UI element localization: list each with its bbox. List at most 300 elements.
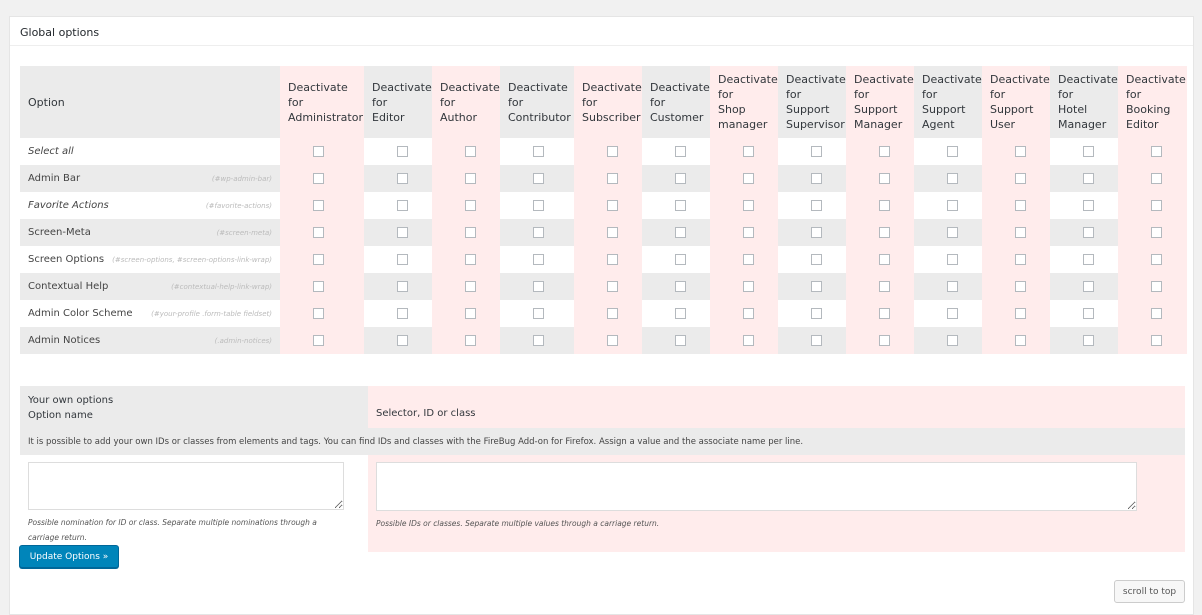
role-cell (778, 300, 846, 327)
role-column-header (846, 66, 914, 138)
select-all-cell (280, 138, 364, 165)
option-name-cell (20, 165, 280, 192)
role-cell (574, 165, 642, 192)
role-checkbox[interactable] (811, 335, 822, 346)
option-label: Admin Color Scheme (28, 308, 133, 319)
role-cell (710, 300, 778, 327)
role-checkbox[interactable] (313, 335, 324, 346)
role-checkbox[interactable] (947, 146, 958, 157)
role-checkbox[interactable] (1151, 200, 1162, 211)
role-cell (1118, 300, 1187, 327)
role-header-line: for (1126, 88, 1142, 101)
role-checkbox[interactable] (533, 254, 544, 265)
role-header-line: for (582, 95, 598, 109)
selector-label: Selector, ID or class (368, 386, 1185, 428)
option-label: Screen Options (28, 254, 105, 265)
role-cell (778, 273, 846, 300)
role-header-line: for (922, 88, 938, 101)
role-checkbox[interactable] (533, 281, 544, 292)
role-checkbox[interactable] (313, 254, 324, 265)
role-checkbox[interactable] (397, 146, 408, 157)
role-cell (642, 327, 710, 354)
role-header-line: Deactivate (1058, 73, 1118, 86)
role-cell (846, 327, 914, 354)
role-checkbox[interactable] (743, 254, 754, 265)
role-cell (1118, 273, 1187, 300)
role-cell (710, 327, 778, 354)
role-column-header (1118, 66, 1187, 138)
select-all-cell (846, 138, 914, 165)
role-header-line: Support (990, 103, 1034, 116)
role-cell (778, 192, 846, 219)
role-cell (574, 192, 642, 219)
role-cell (778, 165, 846, 192)
role-checkbox[interactable] (947, 227, 958, 238)
role-checkbox[interactable] (1083, 146, 1094, 157)
role-checkbox[interactable] (1015, 335, 1026, 346)
role-checkbox[interactable] (533, 335, 544, 346)
role-cell (364, 246, 432, 273)
role-checkbox[interactable] (397, 308, 408, 319)
role-cell (280, 246, 364, 273)
role-cell (364, 165, 432, 192)
table-row (20, 219, 1187, 246)
role-cell (500, 300, 574, 327)
role-checkbox[interactable] (607, 281, 618, 292)
role-header-line: Deactivate (582, 80, 642, 94)
role-cell (982, 219, 1050, 246)
role-checkbox[interactable] (1151, 254, 1162, 265)
role-header-line: for (440, 95, 456, 109)
role-checkbox[interactable] (397, 200, 408, 211)
role-cell (432, 246, 500, 273)
option-selector-hint: (#your-profile .form-table fieldset) (151, 309, 272, 318)
role-cell (1050, 192, 1118, 219)
role-cell (1050, 327, 1118, 354)
role-checkbox[interactable] (465, 281, 476, 292)
role-header-line: Author (440, 110, 478, 124)
select-all-row (20, 138, 1187, 165)
role-checkbox[interactable] (313, 308, 324, 319)
role-column-header (432, 66, 500, 138)
role-cell (778, 246, 846, 273)
role-checkbox[interactable] (947, 281, 958, 292)
role-checkbox[interactable] (1015, 254, 1026, 265)
role-column-header (982, 66, 1050, 138)
role-checkbox[interactable] (1083, 281, 1094, 292)
role-checkbox[interactable] (1151, 308, 1162, 319)
select-all-cell (574, 138, 642, 165)
option-selector-hint: (#favorite-actions) (205, 201, 272, 210)
role-checkbox[interactable] (1015, 281, 1026, 292)
role-cell (914, 165, 982, 192)
table-row (20, 246, 1187, 273)
role-checkbox[interactable] (743, 173, 754, 184)
role-checkbox[interactable] (313, 281, 324, 292)
role-column-header (574, 66, 642, 138)
role-column-header (642, 66, 710, 138)
role-header-line: Editor (372, 110, 405, 124)
role-header-line: Manager (854, 118, 903, 131)
role-header-line: Support (922, 103, 966, 116)
role-header-line: Deactivate (288, 80, 348, 94)
role-cell (500, 165, 574, 192)
global-options-table (20, 66, 1187, 354)
role-cell (280, 327, 364, 354)
section-title: Global options (10, 17, 1193, 46)
role-checkbox[interactable] (675, 308, 686, 319)
table-row (20, 300, 1187, 327)
role-cell (982, 327, 1050, 354)
role-header-line: Deactivate (650, 80, 710, 94)
role-cell (500, 273, 574, 300)
option-selector-hint: (#contextual-help-link-wrap) (171, 282, 272, 291)
select-all-cell (364, 138, 432, 165)
option-name-textarea[interactable] (28, 462, 344, 510)
role-checkbox[interactable] (1015, 173, 1026, 184)
role-checkbox[interactable] (607, 335, 618, 346)
option-name-cell (20, 192, 280, 219)
option-name-cell (20, 219, 280, 246)
role-cell (1050, 300, 1118, 327)
role-cell (364, 219, 432, 246)
option-column-header: Option (20, 66, 280, 138)
role-checkbox[interactable] (607, 173, 618, 184)
role-header-line: Deactivate (718, 73, 778, 86)
option-label: Favorite Actions (28, 200, 109, 211)
global-options-box (9, 16, 1194, 615)
role-cell (1118, 219, 1187, 246)
role-checkbox[interactable] (811, 227, 822, 238)
role-cell (574, 246, 642, 273)
select-all-cell (982, 138, 1050, 165)
role-cell (364, 192, 432, 219)
update-options-button[interactable]: Update Options » (19, 545, 119, 568)
role-cell (574, 219, 642, 246)
role-header-line: for (786, 88, 802, 101)
role-header-line: for (990, 88, 1006, 101)
select-all-cell (500, 138, 574, 165)
role-cell (432, 192, 500, 219)
role-cell (982, 165, 1050, 192)
role-checkbox[interactable] (313, 146, 324, 157)
role-checkbox[interactable] (947, 335, 958, 346)
role-checkbox[interactable] (533, 146, 544, 157)
role-cell (846, 246, 914, 273)
role-cell (432, 273, 500, 300)
option-name-cell (20, 246, 280, 273)
role-checkbox[interactable] (1083, 308, 1094, 319)
role-checkbox[interactable] (811, 308, 822, 319)
role-header-line: for (718, 88, 734, 101)
role-cell (982, 246, 1050, 273)
role-checkbox[interactable] (947, 254, 958, 265)
role-checkbox[interactable] (675, 254, 686, 265)
select-all-cell (642, 138, 710, 165)
role-cell (1118, 165, 1187, 192)
role-checkbox[interactable] (465, 146, 476, 157)
role-header-line: Administrator (288, 110, 363, 124)
role-cell (432, 300, 500, 327)
role-checkbox[interactable] (607, 254, 618, 265)
select-all-cell (432, 138, 500, 165)
own-options-header (20, 386, 368, 428)
role-checkbox[interactable] (607, 146, 618, 157)
role-header-line: Customer (650, 110, 704, 124)
role-cell (1118, 246, 1187, 273)
role-checkbox[interactable] (397, 227, 408, 238)
role-cell (642, 273, 710, 300)
role-checkbox[interactable] (1151, 146, 1162, 157)
role-cell (500, 327, 574, 354)
role-cell (914, 300, 982, 327)
role-checkbox[interactable] (465, 335, 476, 346)
role-checkbox[interactable] (811, 146, 822, 157)
role-checkbox[interactable] (1083, 335, 1094, 346)
role-cell (846, 219, 914, 246)
table-row (20, 273, 1187, 300)
role-cell (432, 327, 500, 354)
role-cell (914, 246, 982, 273)
role-cell (642, 219, 710, 246)
role-checkbox[interactable] (397, 173, 408, 184)
select-all-cell (778, 138, 846, 165)
role-cell (280, 165, 364, 192)
role-checkbox[interactable] (533, 173, 544, 184)
role-checkbox[interactable] (743, 227, 754, 238)
table-row (20, 165, 1187, 192)
option-name-label: Option name (28, 410, 93, 421)
role-checkbox[interactable] (1083, 254, 1094, 265)
role-column-header (914, 66, 982, 138)
role-column-header (364, 66, 432, 138)
role-cell (642, 246, 710, 273)
role-checkbox[interactable] (533, 200, 544, 211)
table-row (20, 327, 1187, 354)
role-header-line: Hotel (1058, 103, 1088, 116)
own-options-info: It is possible to add your own IDs or classes from elements and tags. You can find IDs and classes with the FireBug Add-on for Firefox. Assign a value and the associate name per line. (20, 428, 1185, 455)
role-checkbox[interactable] (743, 200, 754, 211)
role-cell (846, 165, 914, 192)
role-checkbox[interactable] (947, 173, 958, 184)
role-checkbox[interactable] (811, 173, 822, 184)
role-checkbox[interactable] (397, 254, 408, 265)
role-header-line: Manager (1058, 118, 1107, 131)
role-header-line: for (1058, 88, 1074, 101)
role-checkbox[interactable] (879, 227, 890, 238)
role-cell (500, 219, 574, 246)
role-cell (642, 192, 710, 219)
role-header-line: Deactivate (508, 80, 568, 94)
role-checkbox[interactable] (879, 200, 890, 211)
option-name-cell (20, 455, 368, 552)
selector-description: Possible IDs or classes. Separate multiple values through a carriage return. (376, 519, 660, 528)
role-checkbox[interactable] (1083, 227, 1094, 238)
role-checkbox[interactable] (1151, 173, 1162, 184)
role-checkbox[interactable] (397, 281, 408, 292)
role-cell (280, 219, 364, 246)
role-cell (914, 219, 982, 246)
role-cell (364, 273, 432, 300)
role-cell (574, 273, 642, 300)
role-cell (778, 327, 846, 354)
role-checkbox[interactable] (1151, 227, 1162, 238)
role-checkbox[interactable] (533, 227, 544, 238)
role-header-line: for (650, 95, 666, 109)
role-checkbox[interactable] (879, 281, 890, 292)
table-row (20, 192, 1187, 219)
role-cell (574, 327, 642, 354)
role-checkbox[interactable] (675, 281, 686, 292)
role-cell (574, 300, 642, 327)
role-cell (982, 192, 1050, 219)
role-cell (846, 300, 914, 327)
role-checkbox[interactable] (607, 227, 618, 238)
option-selector-hint: (#screen-options, #screen-options-link-wrap) (112, 255, 272, 264)
role-cell (914, 327, 982, 354)
role-cell (1050, 246, 1118, 273)
option-label: Contextual Help (28, 281, 109, 292)
role-cell (778, 219, 846, 246)
role-checkbox[interactable] (465, 173, 476, 184)
role-header-line: Shop (718, 103, 746, 116)
role-checkbox[interactable] (313, 173, 324, 184)
role-checkbox[interactable] (879, 335, 890, 346)
role-checkbox[interactable] (465, 308, 476, 319)
selector-textarea[interactable] (376, 462, 1137, 511)
select-all-label: Select all (20, 138, 280, 165)
role-header-line: Contributor (508, 110, 571, 124)
role-checkbox[interactable] (1151, 335, 1162, 346)
role-checkbox[interactable] (1015, 146, 1026, 157)
role-checkbox[interactable] (1151, 281, 1162, 292)
role-header-line: Support (786, 103, 830, 116)
role-checkbox[interactable] (607, 200, 618, 211)
role-header-line: for (854, 88, 870, 101)
option-label: Admin Bar (28, 173, 81, 184)
role-header-line: User (990, 118, 1016, 131)
role-checkbox[interactable] (811, 200, 822, 211)
role-cell (1050, 219, 1118, 246)
role-checkbox[interactable] (743, 281, 754, 292)
role-cell (1118, 327, 1187, 354)
role-header-line: for (508, 95, 524, 109)
role-header-line: Deactivate (990, 73, 1050, 86)
role-header-line: manager (718, 118, 768, 131)
role-cell (500, 246, 574, 273)
role-cell (982, 300, 1050, 327)
role-checkbox[interactable] (879, 254, 890, 265)
select-all-cell (1050, 138, 1118, 165)
role-cell (1118, 192, 1187, 219)
role-header-line: Deactivate (372, 80, 432, 94)
select-all-cell (710, 138, 778, 165)
role-header-line: for (372, 95, 388, 109)
role-header-line: Deactivate (854, 73, 914, 86)
role-cell (846, 273, 914, 300)
role-checkbox[interactable] (811, 281, 822, 292)
role-cell (710, 192, 778, 219)
role-cell (500, 192, 574, 219)
role-cell (710, 246, 778, 273)
role-checkbox[interactable] (743, 146, 754, 157)
role-column-header (710, 66, 778, 138)
role-checkbox[interactable] (743, 335, 754, 346)
option-label: Screen-Meta (28, 227, 91, 238)
role-checkbox[interactable] (675, 146, 686, 157)
role-cell (846, 192, 914, 219)
role-cell (914, 192, 982, 219)
role-checkbox[interactable] (879, 173, 890, 184)
role-checkbox[interactable] (465, 254, 476, 265)
role-checkbox[interactable] (811, 254, 822, 265)
role-header-line: Deactivate (440, 80, 500, 94)
role-header-line: Booking (1126, 103, 1171, 116)
role-checkbox[interactable] (675, 173, 686, 184)
option-name-description: Possible nomination for ID or class. Separate multiple nominations through a carriage return. (28, 518, 317, 542)
role-cell (432, 165, 500, 192)
role-cell (364, 327, 432, 354)
own-options-title: Your own options (28, 395, 114, 406)
role-checkbox[interactable] (465, 200, 476, 211)
scroll-to-top-button[interactable]: scroll to top (1114, 580, 1185, 603)
role-checkbox[interactable] (313, 227, 324, 238)
role-cell (280, 300, 364, 327)
role-checkbox[interactable] (947, 200, 958, 211)
role-checkbox[interactable] (675, 335, 686, 346)
role-header-line: Deactivate (786, 73, 846, 86)
role-checkbox[interactable] (675, 200, 686, 211)
select-all-cell (914, 138, 982, 165)
role-cell (710, 165, 778, 192)
selector-cell (368, 455, 1185, 552)
role-column-header (778, 66, 846, 138)
role-header-line: Subscriber (582, 110, 641, 124)
option-selector-hint: (#screen-meta) (216, 228, 272, 237)
role-header-line: Supervisor (786, 118, 845, 131)
role-cell (642, 300, 710, 327)
role-cell (280, 192, 364, 219)
role-checkbox[interactable] (313, 200, 324, 211)
role-checkbox[interactable] (675, 227, 686, 238)
role-cell (710, 219, 778, 246)
select-all-cell (1118, 138, 1187, 165)
role-cell (1050, 273, 1118, 300)
option-name-cell (20, 300, 280, 327)
role-checkbox[interactable] (1083, 173, 1094, 184)
role-checkbox[interactable] (743, 308, 754, 319)
own-options-section (20, 386, 1185, 552)
role-checkbox[interactable] (947, 308, 958, 319)
role-checkbox[interactable] (1015, 200, 1026, 211)
role-checkbox[interactable] (607, 308, 618, 319)
role-checkbox[interactable] (879, 146, 890, 157)
role-cell (710, 273, 778, 300)
role-header-line: Editor (1126, 118, 1159, 131)
role-checkbox[interactable] (879, 308, 890, 319)
role-checkbox[interactable] (1015, 227, 1026, 238)
role-checkbox[interactable] (533, 308, 544, 319)
role-checkbox[interactable] (397, 335, 408, 346)
role-cell (280, 273, 364, 300)
role-cell (914, 273, 982, 300)
role-column-header (1050, 66, 1118, 138)
role-cell (642, 165, 710, 192)
role-checkbox[interactable] (1015, 308, 1026, 319)
option-name-cell (20, 327, 280, 354)
role-checkbox[interactable] (465, 227, 476, 238)
role-checkbox[interactable] (1083, 200, 1094, 211)
